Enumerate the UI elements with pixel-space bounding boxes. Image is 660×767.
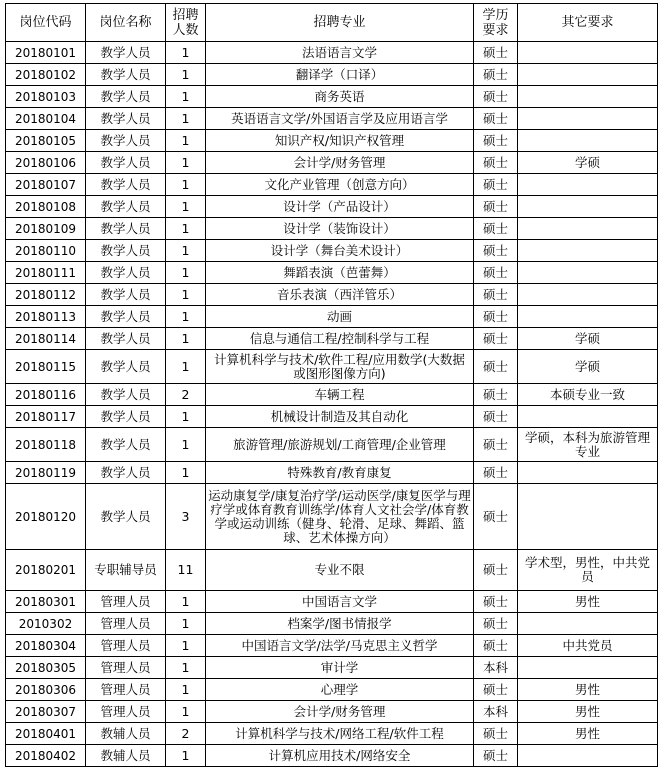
cell-count: 1 — [166, 328, 206, 350]
cell-major: 特殊教育/教育康复 — [206, 462, 474, 484]
cell-major: 设计学（装饰设计） — [206, 218, 474, 240]
cell-major: 会计学/财务管理 — [206, 152, 474, 174]
cell-count: 1 — [166, 218, 206, 240]
cell-count: 1 — [166, 657, 206, 679]
table-row — [6, 350, 658, 384]
table-row — [6, 306, 658, 328]
cell-other — [518, 108, 658, 130]
cell-major: 旅游管理/旅游规划/工商管理/企业管理 — [206, 428, 474, 462]
cell-code: 20180304 — [6, 635, 86, 657]
cell-major: 机械设计制造及其自动化 — [206, 406, 474, 428]
cell-edu: 硕士 — [474, 723, 518, 745]
cell-code: 20180117 — [6, 406, 86, 428]
cell-name: 教学人员 — [86, 384, 166, 406]
cell-major: 运动康复学/康复治疗学/运动医学/康复医学与理疗学或体育教育训练学/体育人文社会学/体育教学或运动训练（健身、轮滑、足球、舞蹈、篮球、艺术体操方向） — [206, 484, 474, 550]
header-code: 岗位代码 — [6, 4, 86, 42]
cell-name: 教学人员 — [86, 350, 166, 384]
header-name: 岗位名称 — [86, 4, 166, 42]
table-row — [6, 635, 658, 657]
cell-edu: 硕士 — [474, 462, 518, 484]
cell-other — [518, 462, 658, 484]
cell-major: 设计学（产品设计） — [206, 196, 474, 218]
cell-name: 教学人员 — [86, 406, 166, 428]
cell-other — [518, 406, 658, 428]
cell-edu: 硕士 — [474, 196, 518, 218]
table-row — [6, 484, 658, 550]
cell-count: 1 — [166, 745, 206, 767]
cell-code: 20180113 — [6, 306, 86, 328]
table-row — [6, 240, 658, 262]
table-row — [6, 218, 658, 240]
cell-edu: 本科 — [474, 657, 518, 679]
table-row — [6, 679, 658, 701]
cell-edu: 硕士 — [474, 679, 518, 701]
cell-name: 教学人员 — [86, 328, 166, 350]
cell-name: 专职辅导员 — [86, 550, 166, 591]
cell-count: 1 — [166, 306, 206, 328]
table-row — [6, 328, 658, 350]
cell-edu: 硕士 — [474, 328, 518, 350]
cell-count: 1 — [166, 196, 206, 218]
cell-code: 20180118 — [6, 428, 86, 462]
cell-name: 教学人员 — [86, 130, 166, 152]
cell-edu: 硕士 — [474, 86, 518, 108]
cell-count: 2 — [166, 723, 206, 745]
cell-other: 学硕，本科为旅游管理专业 — [518, 428, 658, 462]
table-row — [6, 108, 658, 130]
cell-name: 教学人员 — [86, 86, 166, 108]
table-row — [6, 406, 658, 428]
cell-name: 教学人员 — [86, 262, 166, 284]
cell-edu: 硕士 — [474, 635, 518, 657]
cell-other — [518, 174, 658, 196]
cell-other: 学术型，男性，中共党员 — [518, 550, 658, 591]
cell-code: 20180115 — [6, 350, 86, 384]
cell-name: 教辅人员 — [86, 723, 166, 745]
cell-count: 1 — [166, 679, 206, 701]
cell-code: 20180201 — [6, 550, 86, 591]
cell-code: 20180110 — [6, 240, 86, 262]
cell-edu: 硕士 — [474, 384, 518, 406]
cell-other — [518, 218, 658, 240]
table-row — [6, 745, 658, 767]
cell-other: 男性 — [518, 701, 658, 723]
cell-code: 20180119 — [6, 462, 86, 484]
cell-code: 20180120 — [6, 484, 86, 550]
table-row — [6, 152, 658, 174]
header-other: 其它要求 — [518, 4, 658, 42]
cell-name: 教学人员 — [86, 306, 166, 328]
cell-major: 舞蹈表演（芭蕾舞） — [206, 262, 474, 284]
table-row — [6, 591, 658, 613]
cell-name: 教学人员 — [86, 428, 166, 462]
cell-other — [518, 42, 658, 64]
cell-other: 学硕 — [518, 152, 658, 174]
cell-other — [518, 306, 658, 328]
cell-name: 管理人员 — [86, 657, 166, 679]
cell-count: 1 — [166, 42, 206, 64]
cell-count: 1 — [166, 240, 206, 262]
table-row — [6, 613, 658, 635]
cell-major: 计算机科学与技术/软件工程/应用数学(大数据或图形图像方向) — [206, 350, 474, 384]
cell-code: 20180114 — [6, 328, 86, 350]
recruitment-table-wrapper — [5, 3, 657, 767]
cell-edu: 硕士 — [474, 591, 518, 613]
cell-name: 教学人员 — [86, 484, 166, 550]
cell-count: 1 — [166, 108, 206, 130]
cell-major: 信息与通信工程/控制科学与工程 — [206, 328, 474, 350]
cell-count: 1 — [166, 406, 206, 428]
cell-name: 教学人员 — [86, 174, 166, 196]
cell-edu: 硕士 — [474, 262, 518, 284]
table-row — [6, 196, 658, 218]
cell-count: 1 — [166, 613, 206, 635]
cell-code: 20180103 — [6, 86, 86, 108]
recruitment-table — [5, 3, 658, 767]
cell-count: 1 — [166, 462, 206, 484]
cell-name: 教学人员 — [86, 284, 166, 306]
cell-other: 学硕 — [518, 328, 658, 350]
table-row — [6, 42, 658, 64]
table-row — [6, 384, 658, 406]
cell-count: 1 — [166, 350, 206, 384]
cell-edu: 硕士 — [474, 284, 518, 306]
cell-other — [518, 64, 658, 86]
header-row — [6, 4, 658, 42]
cell-count: 1 — [166, 262, 206, 284]
table-row — [6, 701, 658, 723]
cell-name: 教学人员 — [86, 196, 166, 218]
cell-code: 20180105 — [6, 130, 86, 152]
cell-code: 20180111 — [6, 262, 86, 284]
cell-major: 审计学 — [206, 657, 474, 679]
cell-count: 1 — [166, 284, 206, 306]
cell-other — [518, 613, 658, 635]
cell-count: 1 — [166, 130, 206, 152]
cell-other — [518, 86, 658, 108]
table-row — [6, 64, 658, 86]
cell-name: 教辅人员 — [86, 745, 166, 767]
cell-count: 1 — [166, 701, 206, 723]
cell-other — [518, 196, 658, 218]
cell-edu: 硕士 — [474, 745, 518, 767]
table-row — [6, 130, 658, 152]
cell-major: 计算机应用技术/网络安全 — [206, 745, 474, 767]
table-row — [6, 174, 658, 196]
cell-major: 英语语言文学/外国语言学及应用语言学 — [206, 108, 474, 130]
cell-name: 管理人员 — [86, 613, 166, 635]
cell-name: 教学人员 — [86, 462, 166, 484]
cell-other — [518, 240, 658, 262]
cell-other — [518, 657, 658, 679]
cell-name: 教学人员 — [86, 152, 166, 174]
cell-major: 车辆工程 — [206, 384, 474, 406]
cell-edu: 硕士 — [474, 152, 518, 174]
cell-edu: 硕士 — [474, 350, 518, 384]
table-row — [6, 723, 658, 745]
cell-edu: 硕士 — [474, 240, 518, 262]
cell-name: 管理人员 — [86, 635, 166, 657]
cell-edu: 硕士 — [474, 306, 518, 328]
table-row — [6, 262, 658, 284]
cell-name: 管理人员 — [86, 591, 166, 613]
cell-other: 本硕专业一致 — [518, 384, 658, 406]
cell-edu: 硕士 — [474, 613, 518, 635]
cell-major: 设计学（舞台美术设计） — [206, 240, 474, 262]
cell-name: 管理人员 — [86, 679, 166, 701]
cell-major: 法语语言文学 — [206, 42, 474, 64]
cell-code: 2010302 — [6, 613, 86, 635]
cell-count: 11 — [166, 550, 206, 591]
cell-name: 教学人员 — [86, 108, 166, 130]
cell-code: 20180104 — [6, 108, 86, 130]
cell-major: 档案学/图书情报学 — [206, 613, 474, 635]
cell-count: 1 — [166, 591, 206, 613]
cell-major: 知识产权/知识产权管理 — [206, 130, 474, 152]
cell-other — [518, 484, 658, 550]
header-edu: 学历 要求 — [474, 4, 518, 42]
cell-count: 3 — [166, 484, 206, 550]
cell-code: 20180102 — [6, 64, 86, 86]
cell-name: 教学人员 — [86, 240, 166, 262]
header-count: 招聘 人数 — [166, 4, 206, 42]
cell-major: 音乐表演（西洋管乐） — [206, 284, 474, 306]
cell-name: 教学人员 — [86, 218, 166, 240]
cell-code: 20180108 — [6, 196, 86, 218]
table-row — [6, 428, 658, 462]
cell-edu: 硕士 — [474, 218, 518, 240]
cell-name: 管理人员 — [86, 701, 166, 723]
cell-edu: 本科 — [474, 701, 518, 723]
cell-other — [518, 130, 658, 152]
cell-major: 翻译学（口译） — [206, 64, 474, 86]
cell-other: 男性 — [518, 591, 658, 613]
cell-edu: 硕士 — [474, 550, 518, 591]
cell-code: 20180401 — [6, 723, 86, 745]
cell-count: 1 — [166, 64, 206, 86]
cell-code: 20180402 — [6, 745, 86, 767]
header-major: 招聘专业 — [206, 4, 474, 42]
cell-name: 教学人员 — [86, 42, 166, 64]
cell-edu: 硕士 — [474, 42, 518, 64]
cell-edu: 硕士 — [474, 406, 518, 428]
cell-major: 文化产业管理（创意方向） — [206, 174, 474, 196]
cell-name: 教学人员 — [86, 64, 166, 86]
cell-count: 1 — [166, 174, 206, 196]
table-row — [6, 550, 658, 591]
table-row — [6, 284, 658, 306]
table-row — [6, 86, 658, 108]
cell-code: 20180101 — [6, 42, 86, 64]
cell-code: 20180116 — [6, 384, 86, 406]
cell-code: 20180305 — [6, 657, 86, 679]
cell-other: 学硕 — [518, 350, 658, 384]
cell-edu: 硕士 — [474, 64, 518, 86]
cell-code: 20180107 — [6, 174, 86, 196]
cell-major: 会计学/财务管理 — [206, 701, 474, 723]
cell-major: 专业不限 — [206, 550, 474, 591]
cell-code: 20180301 — [6, 591, 86, 613]
cell-major: 商务英语 — [206, 86, 474, 108]
cell-other — [518, 262, 658, 284]
cell-major: 中国语言文学 — [206, 591, 474, 613]
cell-code: 20180106 — [6, 152, 86, 174]
cell-edu: 硕士 — [474, 484, 518, 550]
table-row — [6, 462, 658, 484]
cell-edu: 硕士 — [474, 428, 518, 462]
cell-edu: 硕士 — [474, 174, 518, 196]
cell-other: 男性 — [518, 679, 658, 701]
cell-count: 1 — [166, 86, 206, 108]
table-row — [6, 657, 658, 679]
cell-code: 20180109 — [6, 218, 86, 240]
cell-major: 计算机科学与技术/网络工程/软件工程 — [206, 723, 474, 745]
cell-major: 心理学 — [206, 679, 474, 701]
cell-count: 1 — [166, 152, 206, 174]
cell-count: 1 — [166, 428, 206, 462]
cell-major: 动画 — [206, 306, 474, 328]
cell-count: 1 — [166, 635, 206, 657]
cell-other: 男性 — [518, 723, 658, 745]
cell-edu: 硕士 — [474, 130, 518, 152]
cell-code: 20180306 — [6, 679, 86, 701]
cell-other — [518, 284, 658, 306]
cell-code: 20180112 — [6, 284, 86, 306]
cell-count: 2 — [166, 384, 206, 406]
cell-code: 20180307 — [6, 701, 86, 723]
cell-other: 中共党员 — [518, 635, 658, 657]
cell-major: 中国语言文学/法学/马克思主义哲学 — [206, 635, 474, 657]
cell-edu: 硕士 — [474, 108, 518, 130]
cell-other — [518, 745, 658, 767]
